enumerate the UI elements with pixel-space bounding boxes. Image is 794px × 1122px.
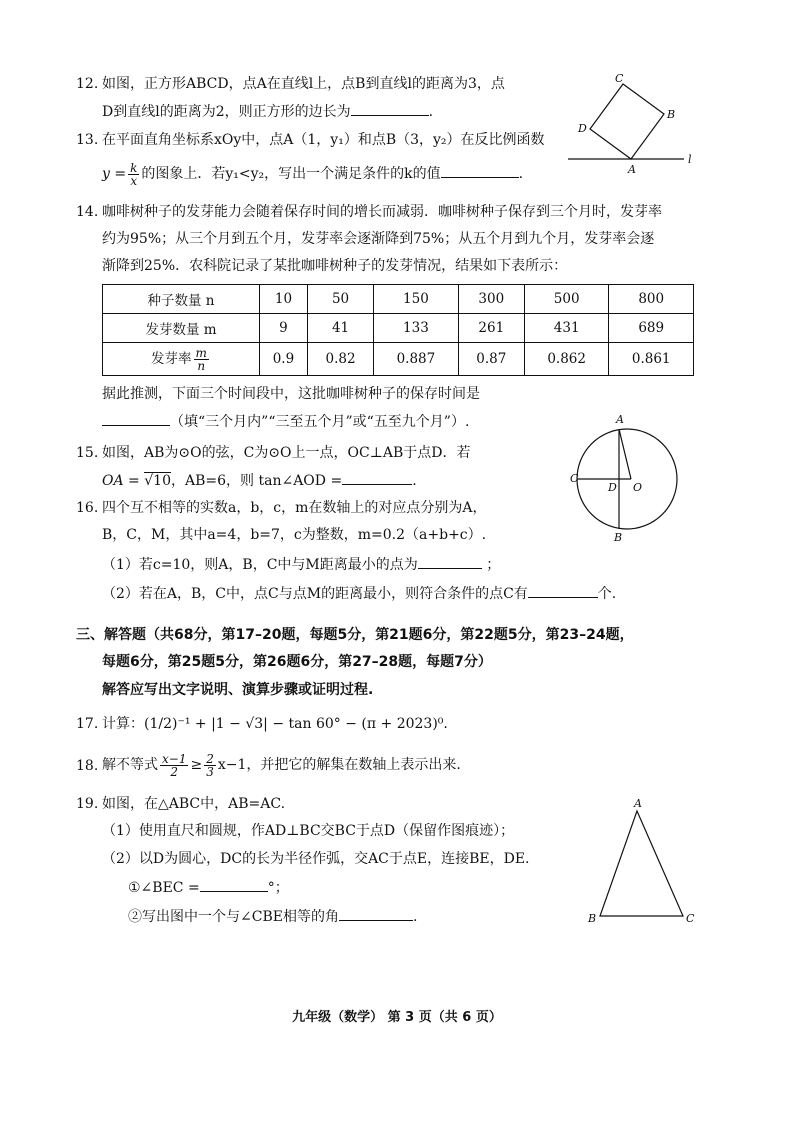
q15-line2 [102,470,417,491]
q19-label-B: B [588,912,597,925]
q19-c1-text: ①∠BEC = [128,880,200,896]
q15-answer-blank [342,470,412,485]
germination-table [102,284,694,376]
table-cell: 300 [458,285,524,314]
table-cell: 0.862 [524,343,609,376]
table-cell: 0.861 [609,343,694,376]
q15-line1: 如图，AB为⊙O的弦，C为⊙O上一点，OC⊥AB于点D．若 [102,445,471,461]
q19-triangle-figure [582,796,702,928]
q16-sub2-text: （2）若在A，B，C中，点C与点M的距离最小，则符合条件的点C有 [102,586,528,602]
q19-sub1: （1）使用直尺和圆规，作AD⊥BC交BC于点D（保留作图痕迹）； [102,823,515,839]
q12-end: . [428,104,434,120]
table-header-m: 发芽数量 m [103,314,260,343]
q15-label-D: D [608,481,617,494]
q19-label-C: C [686,912,695,925]
q19-c1-blank [200,877,268,892]
table-cell: 689 [609,314,694,343]
table-cell: 150 [374,285,459,314]
rate-fraction [194,347,209,372]
table-header-rate [103,343,260,376]
page-footer: 九年级（数学） 第 3 页（共 6 页） [292,1010,502,1025]
q14-line5 [102,411,469,432]
q18-geq: ≥ [190,757,203,773]
q18-pre: 解不等式 [102,757,158,773]
table-cell: 10 [260,285,308,314]
section3-header-line1: 三、解答题（共68分，第17–20题，每题5分，第21题6分，第22题5分，第23–24题， [76,627,634,643]
q13-line2 [102,160,523,188]
table-cell: 431 [524,314,609,343]
table-cell: 0.82 [307,343,373,376]
q12-label-l: l [688,153,692,166]
table-cell: 0.87 [458,343,524,376]
q19-c2-blank [339,906,413,921]
q12-square-figure [560,66,700,176]
q14-line5-text: （填“三个月内”“三至五个月”或“五至九个月”）. [170,414,470,430]
table-cell: 800 [609,285,694,314]
q17-number: 17. [76,716,99,732]
q16-sub2-end: 个. [597,586,617,602]
q13-y-equals: y = [102,166,127,182]
q13-fraction [128,162,139,187]
q12-line2-text: D到直线l的距离为2，则正方形的边长为 [102,104,351,120]
q18-line [102,750,461,780]
table-cell: 0.887 [374,343,459,376]
q14-line4: 据此推测，下面三个时间段中，这批咖啡树种子的保存时间是 [102,386,480,402]
table-cell: 50 [307,285,373,314]
q15-label-O: O [633,481,643,494]
table-row [103,343,694,376]
q15-circle-figure [570,408,680,548]
q19-c2-text: ②写出图中一个与∠CBE相等的角 [128,909,339,925]
q12-label-C: C [615,72,624,85]
q19-c1 [128,877,289,898]
q19-label-A: A [634,797,642,810]
q14-answer-blank [102,411,170,426]
q16-sub1-text: （1）若c=10，则A，B，C中与M距离最小的点为 [102,557,418,573]
q18-number: 18. [76,758,99,774]
q13-frac-num: k [130,160,138,175]
q19-line1: 如图，在△ABC中，AB=AC. [102,796,286,812]
q14-line2: 约为95%；从三个月到五个月，发芽率会逐渐降到75%；从五个月到九个月，发芽率会逐 [102,231,655,247]
q12-square [590,84,664,159]
table-header-n: 种子数量 n [103,285,260,314]
q18-frac2 [204,753,216,778]
q13-end: . [518,166,524,182]
table-cell: 0.9 [260,343,308,376]
q15-line-oa [619,429,631,479]
q16-line1: 四个互不相等的实数a，b，c，m在数轴上的对应点分别为A， [102,500,487,516]
q13-frac-den: x [130,173,138,188]
table-cell: 261 [458,314,524,343]
q16-sub1 [102,554,500,575]
table-cell: 133 [374,314,459,343]
q12-answer-blank [351,101,429,116]
q19-c1-end: °； [267,880,289,896]
q18-frac2-num: 2 [206,751,214,766]
q19-triangle [600,811,683,916]
table-cell: 9 [260,314,308,343]
q19-c2-end: . [412,909,418,925]
q15-label-A: A [616,413,624,426]
table-row [103,314,694,343]
q18-frac1 [160,753,188,778]
q12-label-B: B [667,108,676,121]
q18-frac2-den: 3 [206,764,214,779]
q12-label-D: D [578,122,587,135]
table-cell: 41 [307,314,373,343]
q16-sub2 [102,583,616,604]
q13-line2-text: 的图象上．若y₁<y₂，写出一个满足条件的k的值 [141,166,441,182]
q19-c2 [128,906,417,927]
q12-line1: 如图，正方形ABCD，点A在直线l上，点B到直线l的距离为3，点 [102,76,505,92]
q15-line2-text: ，AB=6，则 tan∠AOD = [170,473,343,489]
q16-sub2-blank [528,583,598,598]
table-row [103,285,694,314]
q12-line2 [102,101,433,122]
q16-sub1-end: ； [486,557,501,573]
q15-end: . [412,473,417,489]
q17-text: 计算：(1/2)⁻¹ + |1 − √3| − tan 60° − (π + 2023)⁰. [102,716,448,732]
q13-answer-blank [441,163,519,178]
q19-sub2: （2）以D为圆心，DC的长为半径作弧，交AC于点E，连接BE，DE. [102,851,530,867]
q15-number: 15. [76,445,99,461]
q14-number: 14. [76,204,99,220]
rate-frac-num: m [195,345,207,360]
q12-label-A: A [628,163,636,176]
q15-label-B: B [614,531,623,544]
rate-frac-den: n [197,358,206,373]
section3-header-line2: 每题6分，第25题5分，第26题6分，第27–28题，每题7分） [102,654,492,670]
table-cell: 500 [524,285,609,314]
q18-frac1-den: 2 [170,764,179,779]
q16-number: 16. [76,500,99,516]
q13-line1: 在平面直角坐标系xOy中，点A（1，y₁）和点B（3，y₂）在反比例函数 [102,132,545,148]
q15-label-C: C [570,472,579,485]
rate-label: 发芽率 [151,350,192,367]
section3-header-line3: 解答应写出文字说明、演算步骤或证明过程. [102,682,374,698]
q14-line1: 咖啡树种子的发芽能力会随着保存时间的增长而减弱．咖啡树种子保存到三个月时，发芽率 [102,204,662,220]
q16-line2: B，C，M，其中a=4，b=7，c为整数，m=0.2（a+b+c）. [102,527,487,543]
q19-number: 19. [76,796,99,812]
q12-number: 12. [76,76,99,92]
q14-line3: 渐降到25%．农科院记录了某批咖啡树种子的发芽情况，结果如下表所示： [102,258,568,274]
q18-frac1-num: x−1 [162,751,187,766]
q15-oa: OA = [102,473,140,489]
q13-number: 13. [76,132,99,148]
q18-post: x−1，并把它的解集在数轴上表示出来. [217,757,461,773]
q15-sqrt: √10 [144,473,171,489]
q16-sub1-blank [418,554,482,569]
